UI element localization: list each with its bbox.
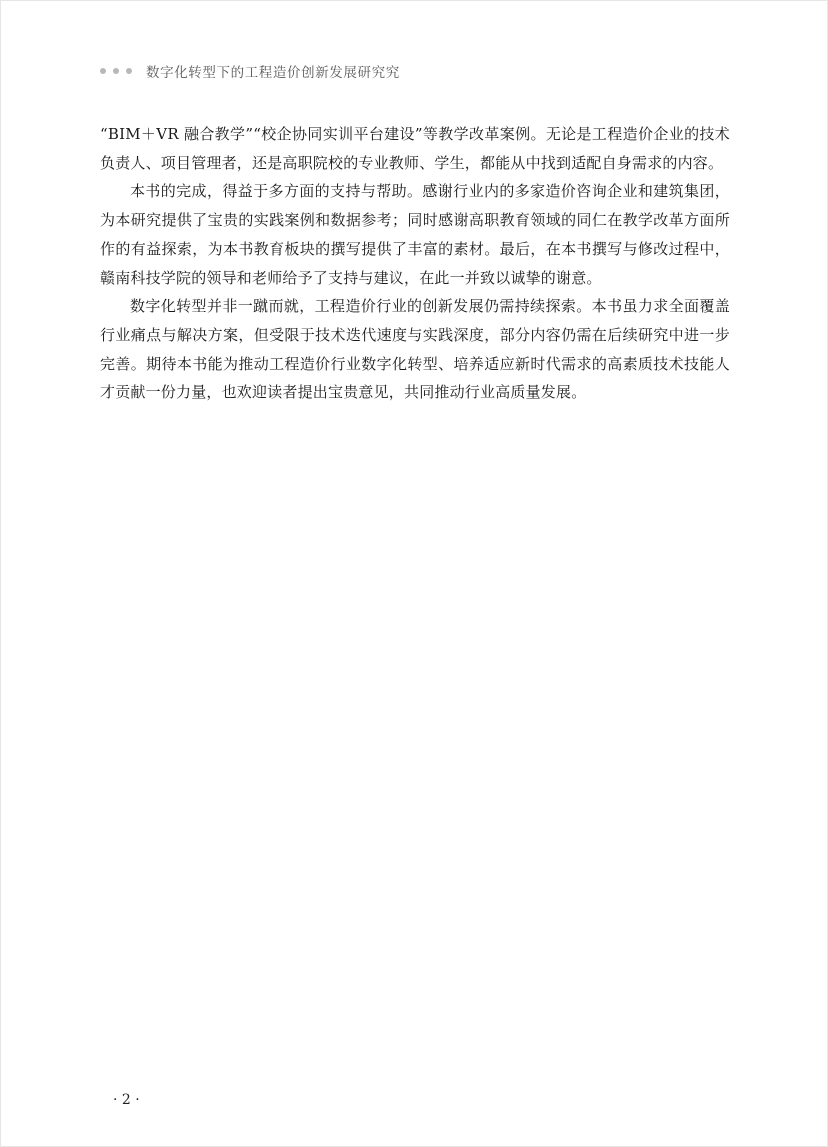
header-dots-icon [100, 68, 132, 74]
dot-icon [113, 68, 119, 74]
dot-icon [100, 68, 106, 74]
running-header-title: 数字化转型下的工程造价创新发展研究究 [146, 65, 400, 81]
page-number: · 2 · [113, 1092, 140, 1108]
paragraph-continuation: “BIM＋VR 融合教学”“校企协同实训平台建设”等教学改革案例。无论是工程造价企业的技术负责人、项目管理者，还是高职院校的专业教师、学生，都能从中找到适配自身需求的内容。 [100, 125, 730, 172]
paragraph-acknowledgements: 本书的完成，得益于多方面的支持与帮助。感谢行业内的多家造价咨询企业和建筑集团，为本研究提供了宝贵的实践案例和数据参考；同时感谢高职教育领域的同仁在教学改革方面所作的有益探索，为本书教育板块的撰写提供了丰富的素材。最后，在本书撰写与修改过程中，赣南科技学院的领导和老师给予了支持与建议，在此一并致以诚挚的谢意。 [100, 182, 730, 287]
dot-icon [126, 68, 132, 74]
paragraph-closing: 数字化转型并非一蹴而就，工程造价行业的创新发展仍需持续探索。本书虽力求全面覆盖行业痛点与解决方案，但受限于技术迭代速度与实践深度，部分内容仍需在后续研究中进一步完善。期待本书能为推动工程造价行业数字化转型、培养适应新时代需求的高素质技术技能人才贡献一份力量，也欢迎读者提出宝贵意见，共同推动行业高质量发展。 [100, 297, 730, 402]
body-text [100, 120, 730, 407]
running-header [100, 61, 400, 81]
